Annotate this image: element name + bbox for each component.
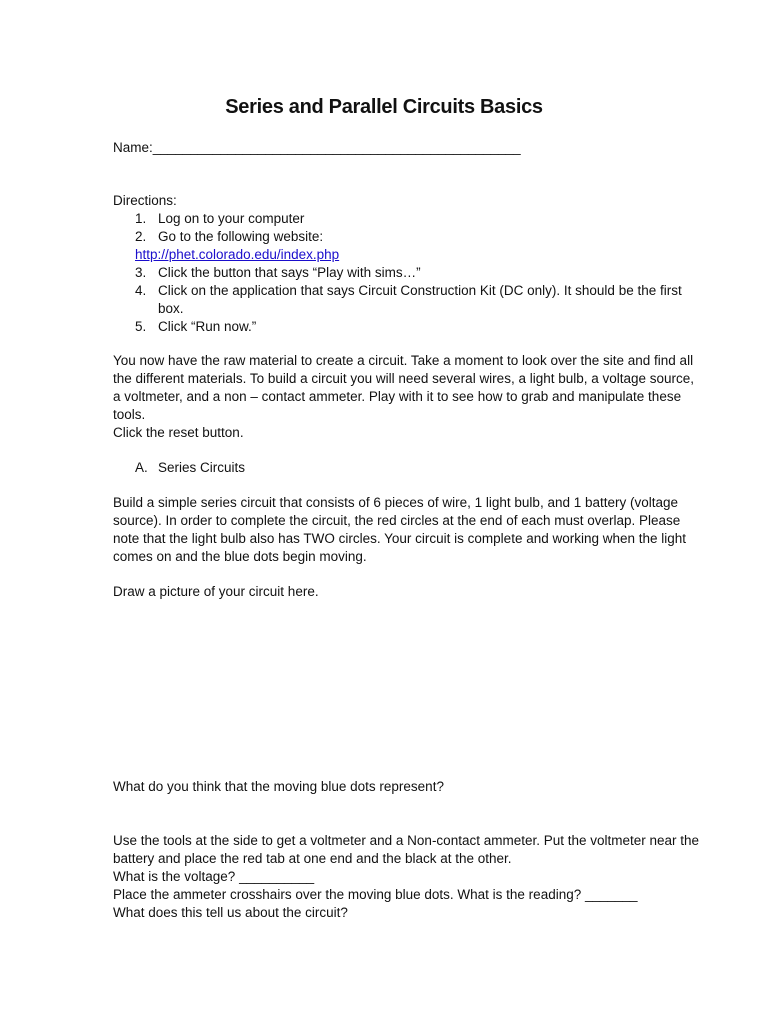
list-number: 1. — [135, 211, 147, 226]
phet-website-link[interactable]: http://phet.colorado.edu/index.php — [135, 247, 340, 262]
list-item-text-continued: box. — [158, 301, 184, 316]
paragraph-line: Build a simple series circuit that consists of 6 pieces of wire, 1 light bulb, and 1 battery (voltage — [113, 495, 679, 510]
paragraph-line: note that the light bulb also has TWO circles. Your circuit is complete and working when the light — [113, 531, 687, 546]
list-item-text: Go to the following website: — [158, 229, 324, 244]
list-item-text: Click the button that says “Play with sims…” — [158, 265, 421, 280]
paragraph-line: battery and place the red tab at one end and the black at the other. — [113, 851, 512, 866]
paragraph-line: tools. — [113, 407, 146, 422]
draw-prompt: Draw a picture of your circuit here. — [113, 584, 319, 599]
paragraph-line: Click the reset button. — [113, 425, 244, 440]
circuit-question: What does this tell us about the circuit? — [113, 905, 348, 920]
ammeter-question: Place the ammeter crosshairs over the moving blue dots. What is the reading? _______ — [113, 887, 638, 902]
question-blue-dots: What do you think that the moving blue dots represent? — [113, 779, 444, 794]
paragraph-line: You now have the raw material to create a circuit. Take a moment to look over the site and find all — [113, 353, 694, 368]
list-number: 5. — [135, 319, 147, 334]
section-title: Series Circuits — [158, 460, 246, 475]
list-item-text: Click on the application that says Circuit Construction Kit (DC only). It should be the first — [158, 283, 682, 298]
paragraph-line: Use the tools at the side to get a voltmeter and a Non-contact ammeter. Put the voltmeter near the — [113, 833, 700, 848]
directions-heading: Directions: — [113, 193, 177, 208]
paragraph-line: source). In order to complete the circuit, the red circles at the end of each must overlap. Please — [113, 513, 681, 528]
page-title: Series and Parallel Circuits Basics — [225, 96, 543, 118]
list-item-text: Log on to your computer — [158, 211, 305, 226]
list-item-text: Click “Run now.” — [158, 319, 257, 334]
section-letter: A. — [135, 460, 148, 475]
list-number: 4. — [135, 283, 147, 298]
paragraph-line: the different materials. To build a circuit you will need several wires, a light bulb, a voltage source, — [113, 371, 695, 386]
voltage-question: What is the voltage? __________ — [113, 869, 315, 884]
paragraph-line: comes on and the blue dots begin moving. — [113, 549, 367, 564]
paragraph-line: a voltmeter, and a non – contact ammeter. Play with it to see how to grab and manipulate these — [113, 389, 682, 404]
name-field: Name:_________________________________________________ — [113, 140, 521, 155]
list-number: 2. — [135, 229, 147, 244]
list-number: 3. — [135, 265, 147, 280]
